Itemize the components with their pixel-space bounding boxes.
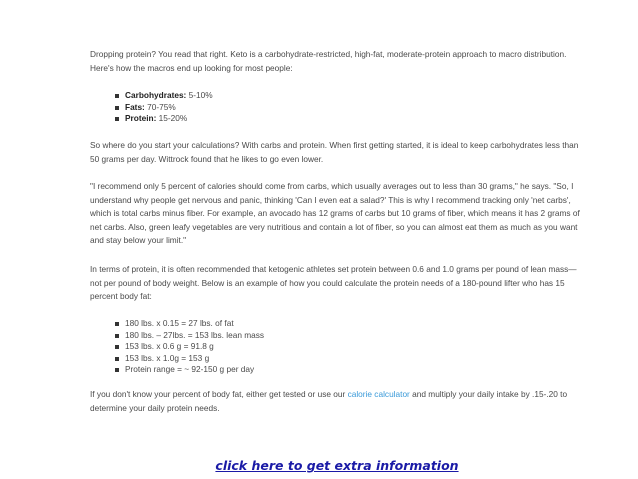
example-step <box>115 364 264 376</box>
final-text-before-link: If you don't know your percent of body fat, either get tested or use our <box>90 389 348 399</box>
protein-example-list <box>90 318 264 376</box>
macro-name: Protein: <box>125 113 157 124</box>
example-step-text: 180 lbs. x 0.15 = 27 lbs. of fat <box>125 318 234 328</box>
macro-item-carbohydrates <box>115 90 213 102</box>
bullet-icon <box>115 117 119 121</box>
example-step-text: 180 lbs. – 27lbs. = 153 lbs. lean mass <box>125 329 265 340</box>
macro-value: 15-20% <box>156 113 188 124</box>
example-step-text: 153 lbs. x 0.6 g = 91.8 g <box>125 341 214 352</box>
bullet-icon <box>115 345 119 349</box>
example-step <box>115 330 264 342</box>
calorie-calculator-link[interactable]: calorie calculator <box>347 389 410 399</box>
bullet-icon <box>115 322 119 326</box>
example-step-text: 153 lbs. x 1.0g = 153 g <box>125 352 210 363</box>
calculation-paragraph: So where do you start your calculations? With carbs and protein. When first getting started, it is ideal to keep carbohydrates less than 50 grams per day. Wittrock found that he likes to go even lower. <box>90 140 579 164</box>
bullet-icon <box>115 368 119 372</box>
example-step <box>115 353 264 365</box>
bullet-icon <box>115 357 119 361</box>
macro-item-protein <box>115 113 213 125</box>
final-paragraph <box>90 388 580 415</box>
macro-name: Carbohydrates: <box>125 90 187 100</box>
macro-name: Fats: <box>125 101 145 112</box>
example-step <box>115 341 264 353</box>
example-step-text: Protein range = ~ 92-150 g per day <box>125 364 255 375</box>
bullet-icon <box>115 106 119 110</box>
quote-paragraph: "I recommend only 5 percent of calories should come from carbs, which usually averages out to less than 30 grams," he says. "So, I understand why people get nervous and panic, thinking 'Can I even eat a salad?' This is why I recommend tracking only 'net carbs', which is total carbs minus fiber. For example, an avocado has 12 grams of carbs but 10 grams of fiber, which means it has 2 grams of net carbs. Also, green leafy vegetables are very nutritious and contain a lot of fiber, so you can almost eat them as much as you want and stay below your limit." <box>90 181 580 246</box>
protein-paragraph: In terms of protein, it is often recommended that ketogenic athletes set protein between 0.6 and 1.0 grams per pound of lean mass—not per pound of body weight. Below is an example of how you could calculate the protein needs of a 180-pound lifter who has 15 percent body fat: <box>90 264 577 302</box>
final-text-after-link: and multiply your daily intake by .15-.20 to determine your daily protein needs. <box>90 389 568 413</box>
macro-value: 5-10% <box>186 90 213 100</box>
bullet-icon <box>115 334 119 338</box>
macro-value: 70-75% <box>144 101 176 112</box>
intro-paragraph: Dropping protein? You read that right. Keto is a carbohydrate-restricted, high-fat, moderate-protein approach to macro distribution. Here's how the macros end up looking for most people: <box>90 49 567 73</box>
extra-information-link[interactable]: click here to get extra information <box>215 458 459 473</box>
example-step <box>115 318 264 330</box>
macro-list <box>90 90 213 125</box>
bullet-icon <box>115 94 119 98</box>
macro-item-fats <box>115 102 213 114</box>
